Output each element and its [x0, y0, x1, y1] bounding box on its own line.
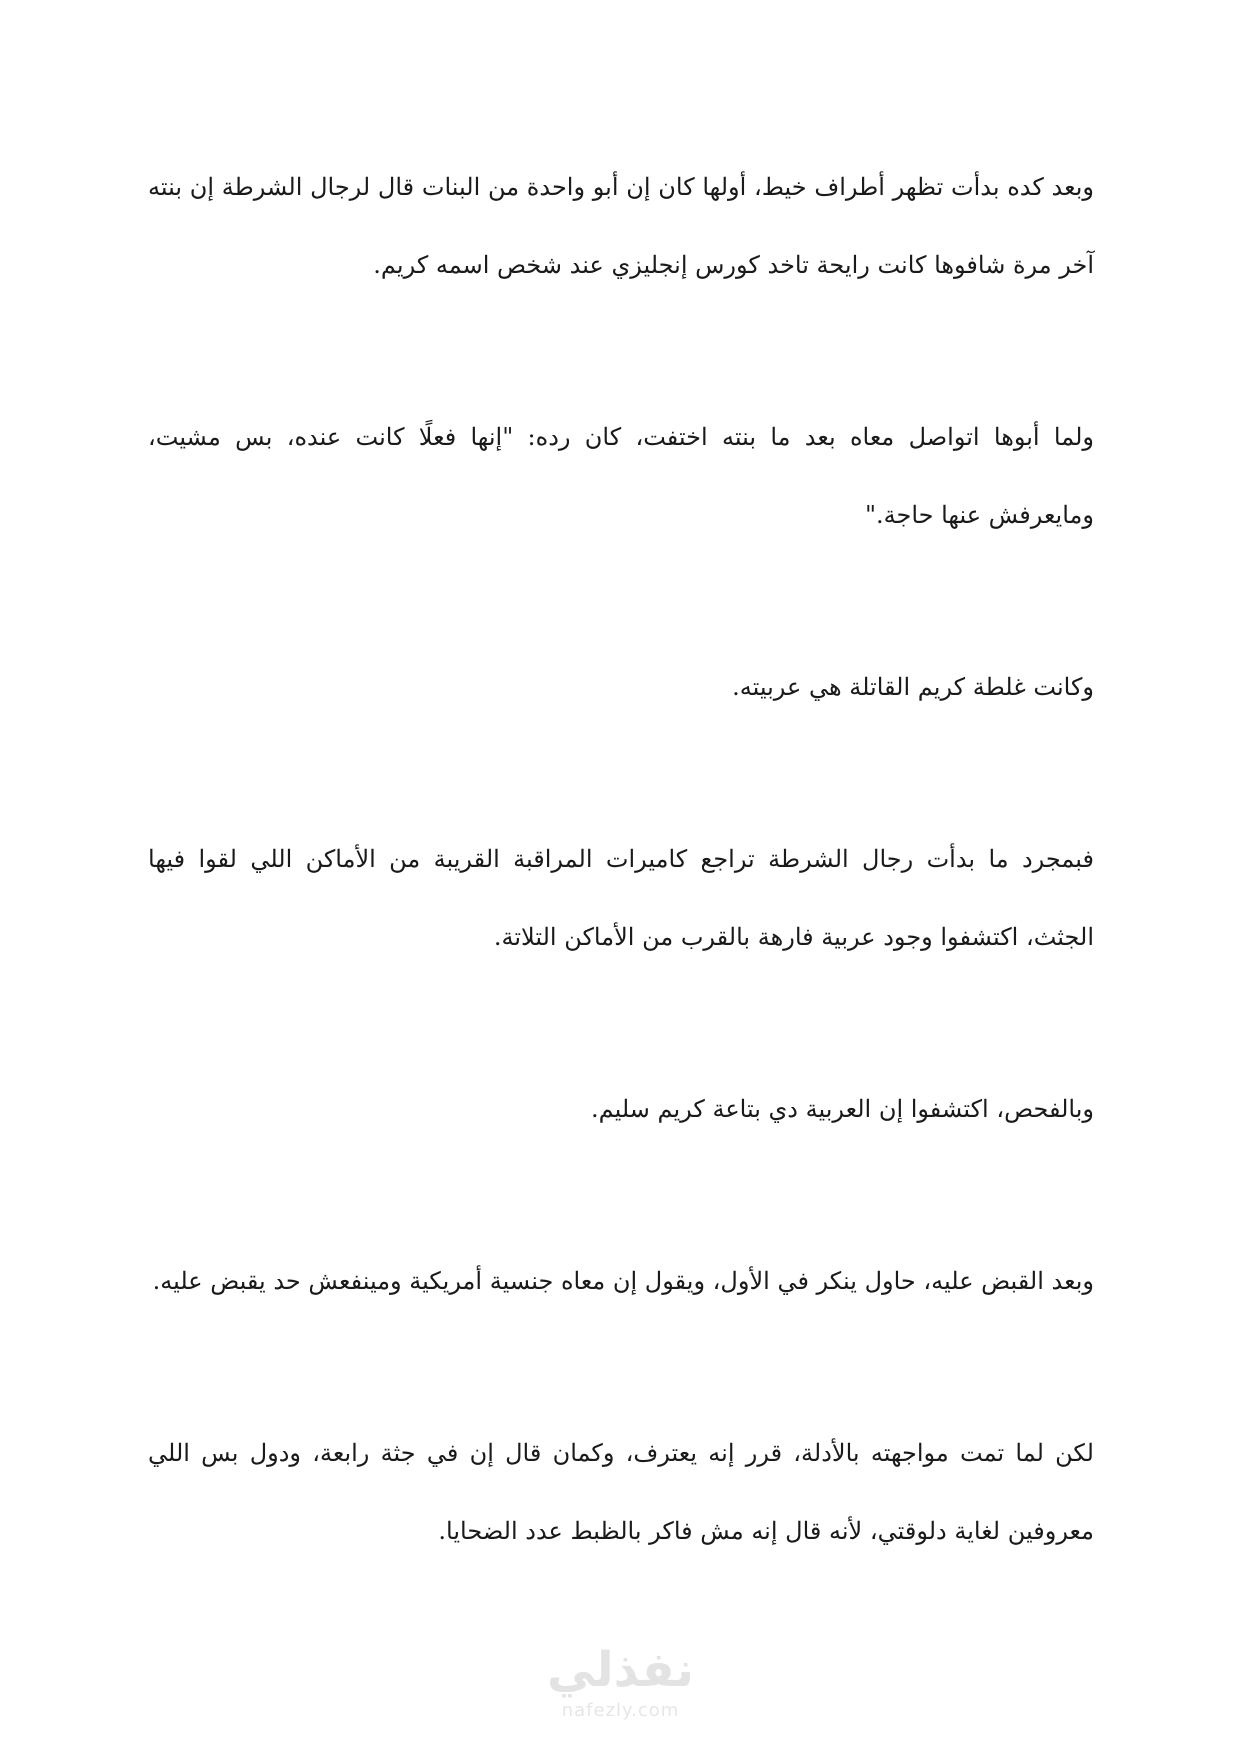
- paragraph-4: فبمجرد ما بدأت رجال الشرطة تراجع كاميرات المراقبة القريبة من الأماكن اللي لقوا فيها الجثث، اكتشفوا وجود عربية فارهة بالقرب من الأماكن التلاتة.: [148, 845, 1095, 951]
- paragraph-6: وبعد القبض عليه، حاول ينكر في الأول، ويقول إن معاه جنسية أمريكية ومينفعش حد يقبض عليه.: [152, 1267, 1094, 1295]
- paragraph-7: لكن لما تمت مواجهته بالأدلة، قرر إنه يعترف، وكمان قال إن في جثة رابعة، ودول بس اللي معروفين لغاية دلوقتي، لأنه قال إنه مش فاكر بالظبط عدد الضحايا.: [148, 1439, 1094, 1545]
- paragraph-2: ولما أبوها اتواصل معاه بعد ما بنته اختفت، كان رده: "إنها فعلًا كانت عنده، بس مشيت، ومايعرفش عنها حاجة.": [148, 423, 1094, 529]
- paragraph-5: وبالفحص، اكتشفوا إن العربية دي بتاعة كريم سليم.: [590, 1095, 1094, 1123]
- paragraph-1: وبعد كده بدأت تظهر أطراف خيط، أولها كان إن أبو واحدة من البنات قال لرجال الشرطة إن بنته آخر مرة شافوها كانت رايحة تاخد كورس إنجليزي عند شخص اسمه كريم.: [148, 173, 1094, 279]
- document-body: [148, 148, 1094, 1664]
- watermark-logo: نفذلي: [547, 1642, 694, 1698]
- paragraph-3: وكانت غلطة كريم القاتلة هي عربيته.: [732, 673, 1094, 701]
- watermark-url: nafezly.com: [561, 1700, 680, 1721]
- watermark: [0, 1640, 1241, 1750]
